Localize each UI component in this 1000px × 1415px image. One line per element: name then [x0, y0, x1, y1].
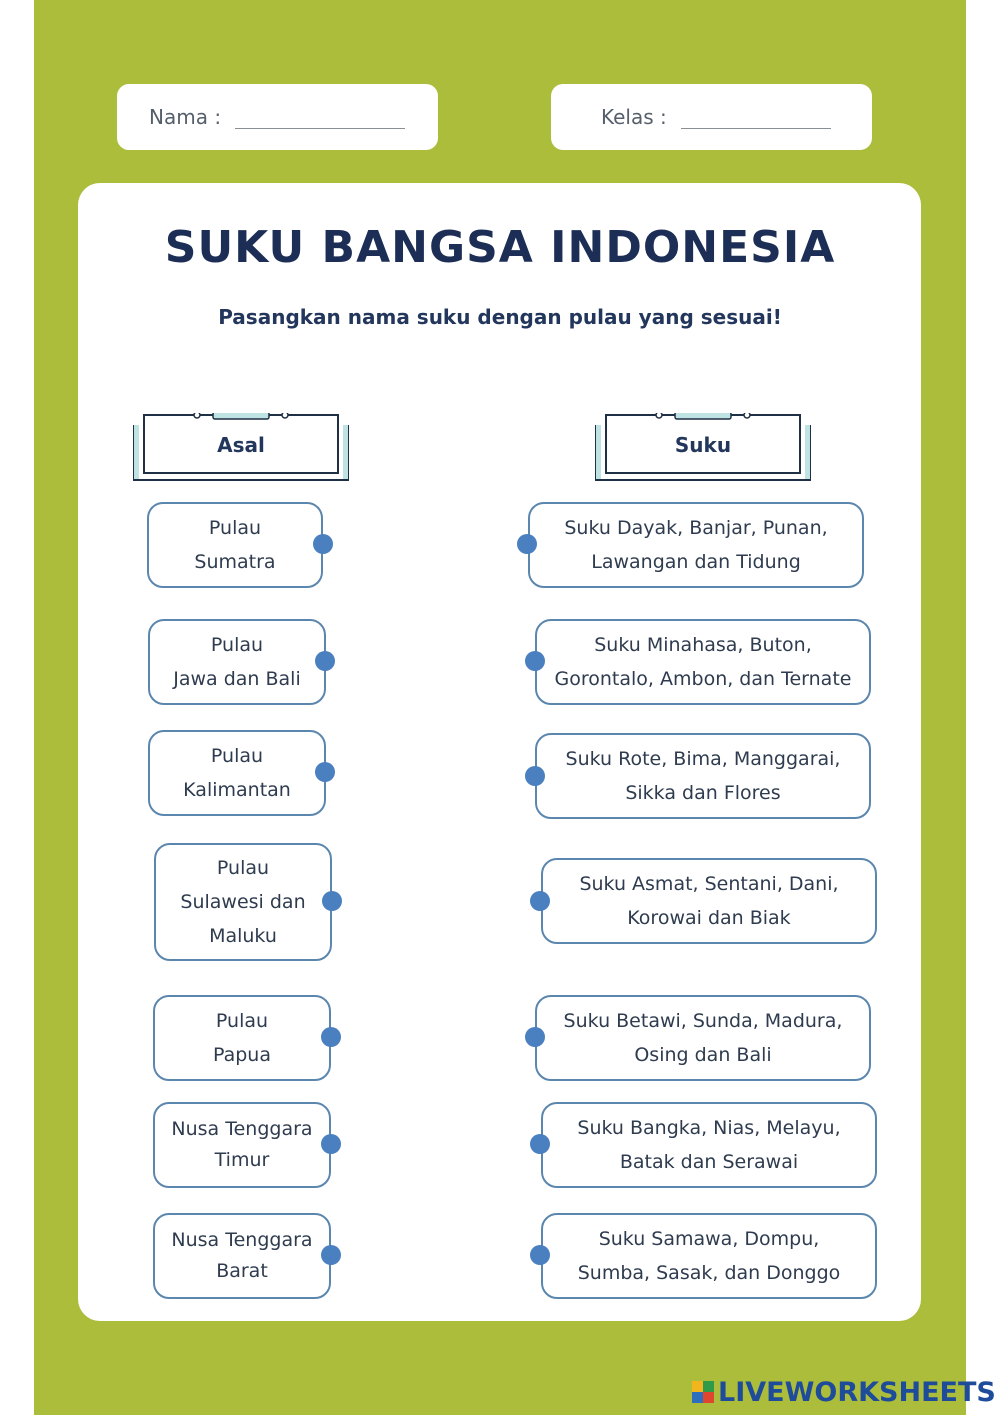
- page-title: SUKU BANGSA INDONESIA: [164, 222, 836, 273]
- tribe-card-6: [541, 1102, 877, 1188]
- liveworksheets-brand: [692, 1375, 996, 1409]
- liveworksheets-logo-icon: [692, 1381, 714, 1403]
- origin-label: Pulau Kalimantan: [183, 745, 291, 801]
- tribe-card-2: [535, 619, 871, 705]
- tribe-card-1: [528, 502, 864, 588]
- header-suku-label: Suku: [674, 433, 732, 457]
- tribe-label: Suku Minahasa, Buton, Gorontalo, Ambon, dan Ternate: [554, 634, 852, 690]
- origin-card-sulawesi-maluku: [154, 843, 332, 961]
- match-dot-right[interactable]: [525, 1027, 545, 1047]
- origin-card-ntb: [153, 1213, 331, 1299]
- tribe-label: Suku Betawi, Sunda, Madura, Osing dan Bali: [563, 1010, 843, 1066]
- match-dot-right[interactable]: [517, 534, 537, 554]
- match-dot-left[interactable]: [313, 534, 333, 554]
- name-label: Nama :: [149, 105, 222, 129]
- origin-label: Pulau Sumatra: [194, 517, 276, 573]
- class-label: Kelas :: [601, 105, 667, 129]
- origin-label: Pulau Sulawesi dan Maluku: [180, 857, 306, 947]
- class-input-line[interactable]: [681, 114, 831, 129]
- origin-label: Nusa Tenggara Timur: [171, 1118, 313, 1171]
- tribe-label: Suku Rote, Bima, Manggarai, Sikka dan Flores: [565, 748, 841, 804]
- match-dot-left[interactable]: [315, 762, 335, 782]
- origin-card-kalimantan: [148, 730, 326, 816]
- match-dot-left[interactable]: [321, 1027, 341, 1047]
- tribe-label: Suku Dayak, Banjar, Punan, Lawangan dan Tidung: [564, 517, 828, 573]
- tribe-label: Suku Samawa, Dompu, Sumba, Sasak, dan Donggo: [577, 1228, 841, 1284]
- match-dot-right[interactable]: [525, 651, 545, 671]
- class-field-box: [551, 84, 872, 150]
- tribe-card-7: [541, 1213, 877, 1299]
- match-dot-right[interactable]: [530, 1134, 550, 1154]
- header-asal-label: Asal: [217, 433, 265, 457]
- match-dot-right[interactable]: [530, 1245, 550, 1265]
- brand-text: LIVEWORKSHEETS: [718, 1376, 996, 1408]
- match-dot-left[interactable]: [315, 651, 335, 671]
- name-field-box: [117, 84, 438, 150]
- origin-card-sumatra: [147, 502, 323, 588]
- origin-label: Nusa Tenggara Barat: [171, 1229, 313, 1282]
- name-input-line[interactable]: [235, 114, 405, 129]
- origin-card-papua: [153, 995, 331, 1081]
- tribe-label: Suku Asmat, Sentani, Dani, Korowai dan Biak: [579, 873, 839, 929]
- tribe-card-3: [535, 733, 871, 819]
- tribe-card-5: [535, 995, 871, 1081]
- tribe-label: Suku Bangka, Nias, Melayu, Batak dan Serawai: [577, 1117, 841, 1173]
- match-dot-right[interactable]: [525, 766, 545, 786]
- match-dot-right[interactable]: [530, 891, 550, 911]
- origin-card-ntt: [153, 1102, 331, 1188]
- match-dot-left[interactable]: [321, 1134, 341, 1154]
- tribe-card-4: [541, 858, 877, 944]
- origin-label: Pulau Papua: [213, 1010, 271, 1066]
- match-dot-left[interactable]: [322, 891, 342, 911]
- origin-card-jawa-bali: [148, 619, 326, 705]
- match-dot-left[interactable]: [321, 1245, 341, 1265]
- instruction-text: Pasangkan nama suku dengan pulau yang sesuai!: [218, 305, 782, 329]
- origin-label: Pulau Jawa dan Bali: [173, 634, 301, 690]
- header-suku: [595, 413, 811, 481]
- header-asal: [133, 413, 349, 481]
